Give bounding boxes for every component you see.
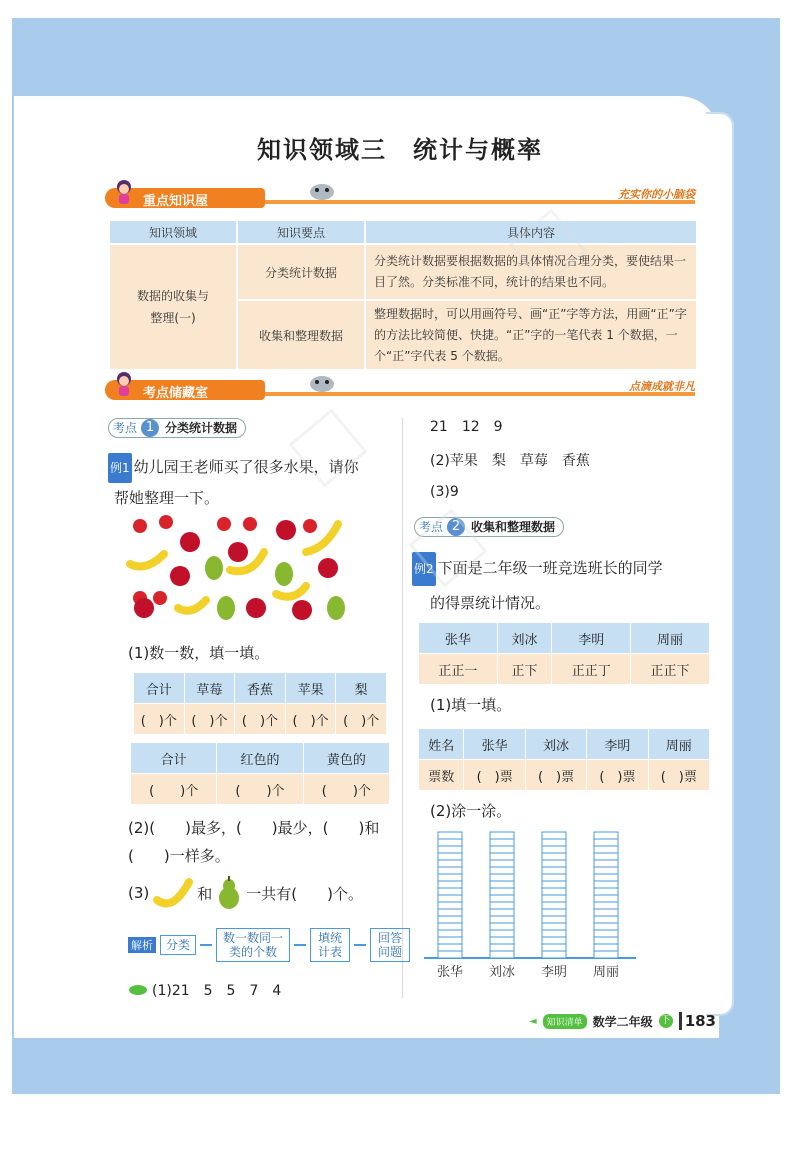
banner-label: 重点知识屋 [143,194,209,209]
bar-cell [438,832,462,839]
fruit-count-table [133,672,387,735]
volume-badge: 下 [660,1015,671,1026]
table-header: 合计 [131,743,217,774]
answer-blank[interactable]: ( )票 [587,760,648,791]
table-header: 张华 [419,623,498,654]
bar-cell [594,853,618,860]
bar-cell [542,839,566,846]
bar-cell [594,867,618,874]
table-header: 合计 [134,673,185,704]
banner-key-knowledge [105,182,695,210]
bar-cell [438,867,462,874]
bar-cell [490,916,514,923]
vote-count-table [418,728,710,791]
leaf-icon [128,984,148,996]
series-badge: 知识清单 [543,1014,587,1029]
page-footer [529,1012,716,1030]
banner-label: 考点储藏室 [143,386,209,401]
bar-cell [542,860,566,867]
answer-continued: 21 12 9 [430,419,503,435]
bar-cell [490,881,514,888]
answer-blank[interactable]: ( )票 [525,760,586,791]
bar-cell [490,853,514,860]
table-header: 周丽 [631,623,710,654]
answer-blank[interactable]: ( )个 [184,704,235,735]
bar-cell [438,930,462,937]
bar-cell [490,937,514,944]
bar-cell [490,951,514,958]
bar-cell [542,937,566,944]
bar-cell [438,846,462,853]
arrow-right-icon [200,944,212,946]
answer-2: (2)苹果 梨 草莓 香蕉 [430,453,590,469]
content-cell: 整理数据时，可以用画符号、画“正”字等方法，用画“正”字的方法比较简便、快捷。“正”字的一笔代表 1 个数据，一个“正”字代表 5 个数据。 [365,300,697,370]
table-header: 姓名 [419,729,464,760]
table-header: 刘冰 [525,729,586,760]
bar-cell [542,895,566,902]
bar-cell [490,909,514,916]
bar-cell [438,881,462,888]
bar-cell [490,902,514,909]
bar-cell [542,832,566,839]
cat-mascot-icon [305,370,339,394]
bar-cell [438,839,462,846]
flow-step: 回答问题 [370,928,410,962]
kaodian-1: 考点 1 分类统计数据 [108,417,246,438]
tally-cell: 正下 [497,654,551,685]
bar-cell [490,839,514,846]
bar-cell [490,832,514,839]
banner-exam-points [105,374,695,402]
bar-cell [490,874,514,881]
answer-blank[interactable]: ( )个 [131,774,217,805]
table-header: 具体内容 [365,220,697,244]
bar-cell [594,839,618,846]
arrow-left-icon: ◄ [528,1015,537,1027]
bar-cell [438,860,462,867]
question-3: (3) 和 一共有( )个。 [128,876,363,910]
example-tag: 例2 [412,552,436,586]
answer-blank[interactable]: ( )个 [134,704,185,735]
answer-blank[interactable]: ( )票 [464,760,525,791]
answer-blank[interactable]: ( )票 [648,760,709,791]
content-cell: 分类统计数据要根据数据的具体情况合理分类，要使结果一目了然。分类标准不同，统计的结果也不同。 [365,244,697,300]
example-1: 例1 幼儿园王老师买了很多水果，请你 帮她整理一下。 [108,452,398,513]
domain-cell: 数据的收集与整理(一) [109,244,237,370]
arrow-right-icon [294,944,306,946]
table-header: 黄色的 [303,743,389,774]
bar-cell [490,895,514,902]
bar-cell [438,874,462,881]
bar-cell [594,944,618,951]
jiexi-flow [128,928,410,962]
bar-cell [438,923,462,930]
bar-cell [542,909,566,916]
x-tick-label: 刘冰 [488,965,516,980]
table-header: 梨 [336,673,387,704]
table-header: 草莓 [184,673,235,704]
bar-cell [438,937,462,944]
paint-label: (2)涂一涂。 [430,802,512,820]
tally-cell: 正正下 [631,654,710,685]
bar-cell [594,895,618,902]
page-title: 知识领域三 统计与概率 [257,136,543,164]
answer-blank[interactable]: ( )个 [285,704,336,735]
column-divider [402,418,403,998]
bar-cell [542,881,566,888]
q1-label: (1)数一数，填一填。 [128,644,270,662]
question-2: (2)( )最多，( )最少，( )和 ( )一样多。 [128,819,380,865]
table-header: 周丽 [648,729,709,760]
cat-mascot-icon [305,178,339,202]
table-header: 李明 [552,623,631,654]
bar-cell [594,832,618,839]
answer-blank[interactable]: ( )个 [217,774,303,805]
bar-cell [490,944,514,951]
bar-cell [542,846,566,853]
bar-cell [594,909,618,916]
vote-bar-chart [420,830,640,982]
table-header: 苹果 [285,673,336,704]
example-tag: 例1 [108,453,132,483]
girl-mascot-icon [113,178,135,206]
table-header: 刘冰 [497,623,551,654]
row-label: 票数 [419,760,464,791]
flow-step: 填统计表 [310,928,350,962]
vote-tally-table [418,622,710,685]
table-header: 红色的 [217,743,303,774]
answer-1: (1)21 5 5 7 4 [128,980,281,1000]
bar-cell [542,923,566,930]
bar-cell [490,930,514,937]
bar-cell [594,930,618,937]
bar-cell [438,902,462,909]
bar-cell [594,888,618,895]
bar-cell [594,874,618,881]
bar-cell [594,916,618,923]
pear-icon [216,876,242,910]
bar-cell [490,923,514,930]
bar-cell [594,881,618,888]
bar-cell [542,888,566,895]
tally-cell: 正正丁 [552,654,631,685]
banana-icon [153,876,193,910]
bar-cell [542,944,566,951]
bar-cell [594,937,618,944]
bar-cell [594,923,618,930]
bar-cell [490,867,514,874]
jiexi-label: 解析 [128,937,156,953]
knowledge-table [108,219,698,371]
bar-cell [542,951,566,958]
bar-grid-column [594,832,618,958]
page-number: 183 [679,1012,716,1030]
page-edge-tab [706,112,734,1016]
bar-cell [594,951,618,958]
table-header: 知识要点 [237,220,365,244]
banner-slogan: 点滴成就非凡 [629,380,695,393]
bar-cell [542,916,566,923]
bar-grid-column [438,832,462,958]
arrow-right-icon [354,944,366,946]
bar-cell [594,846,618,853]
bar-cell [438,909,462,916]
x-tick-label: 张华 [436,965,464,980]
x-tick-label: 李明 [540,965,568,980]
bar-cell [542,902,566,909]
flow-step: 分类 [160,935,196,955]
bar-cell [542,930,566,937]
bar-cell [542,853,566,860]
bar-cell [490,888,514,895]
banner-slogan: 充实你的小脑袋 [618,188,695,201]
table-header: 香蕉 [235,673,286,704]
answer-blank[interactable]: ( )个 [303,774,389,805]
answer-3: (3)9 [430,484,459,500]
fruit-illustration [126,512,354,624]
x-tick-label: 周丽 [592,965,620,980]
bar-cell [438,853,462,860]
point-cell: 收集和整理数据 [237,300,365,370]
bar-grid-column [490,832,514,958]
bar-cell [438,951,462,958]
girl-mascot-icon [113,370,135,398]
bar-cell [438,888,462,895]
table-header: 张华 [464,729,525,760]
table-header: 李明 [587,729,648,760]
bar-cell [594,860,618,867]
table-header: 知识领域 [109,220,237,244]
bar-grid-column [542,832,566,958]
bar-cell [438,895,462,902]
bar-cell [490,860,514,867]
color-count-table [130,742,390,805]
tally-cell: 正正一 [419,654,498,685]
bar-cell [542,867,566,874]
bar-cell [542,874,566,881]
kaodian-2: 考点 2 收集和整理数据 [414,516,564,537]
flow-step: 数一数同一类的个数 [216,928,290,962]
bar-cell [438,944,462,951]
bar-cell [438,916,462,923]
point-cell: 分类统计数据 [237,244,365,300]
bar-cell [490,846,514,853]
bar-cell [594,902,618,909]
book-title: 数学二年级 [592,1014,653,1029]
fill-label: (1)填一填。 [430,696,512,714]
answer-blank[interactable]: ( )个 [336,704,387,735]
example-2: 例2 下面是二年级一班竞选班长的同学 的得票统计情况。 [412,551,702,620]
answer-blank[interactable]: ( )个 [235,704,286,735]
